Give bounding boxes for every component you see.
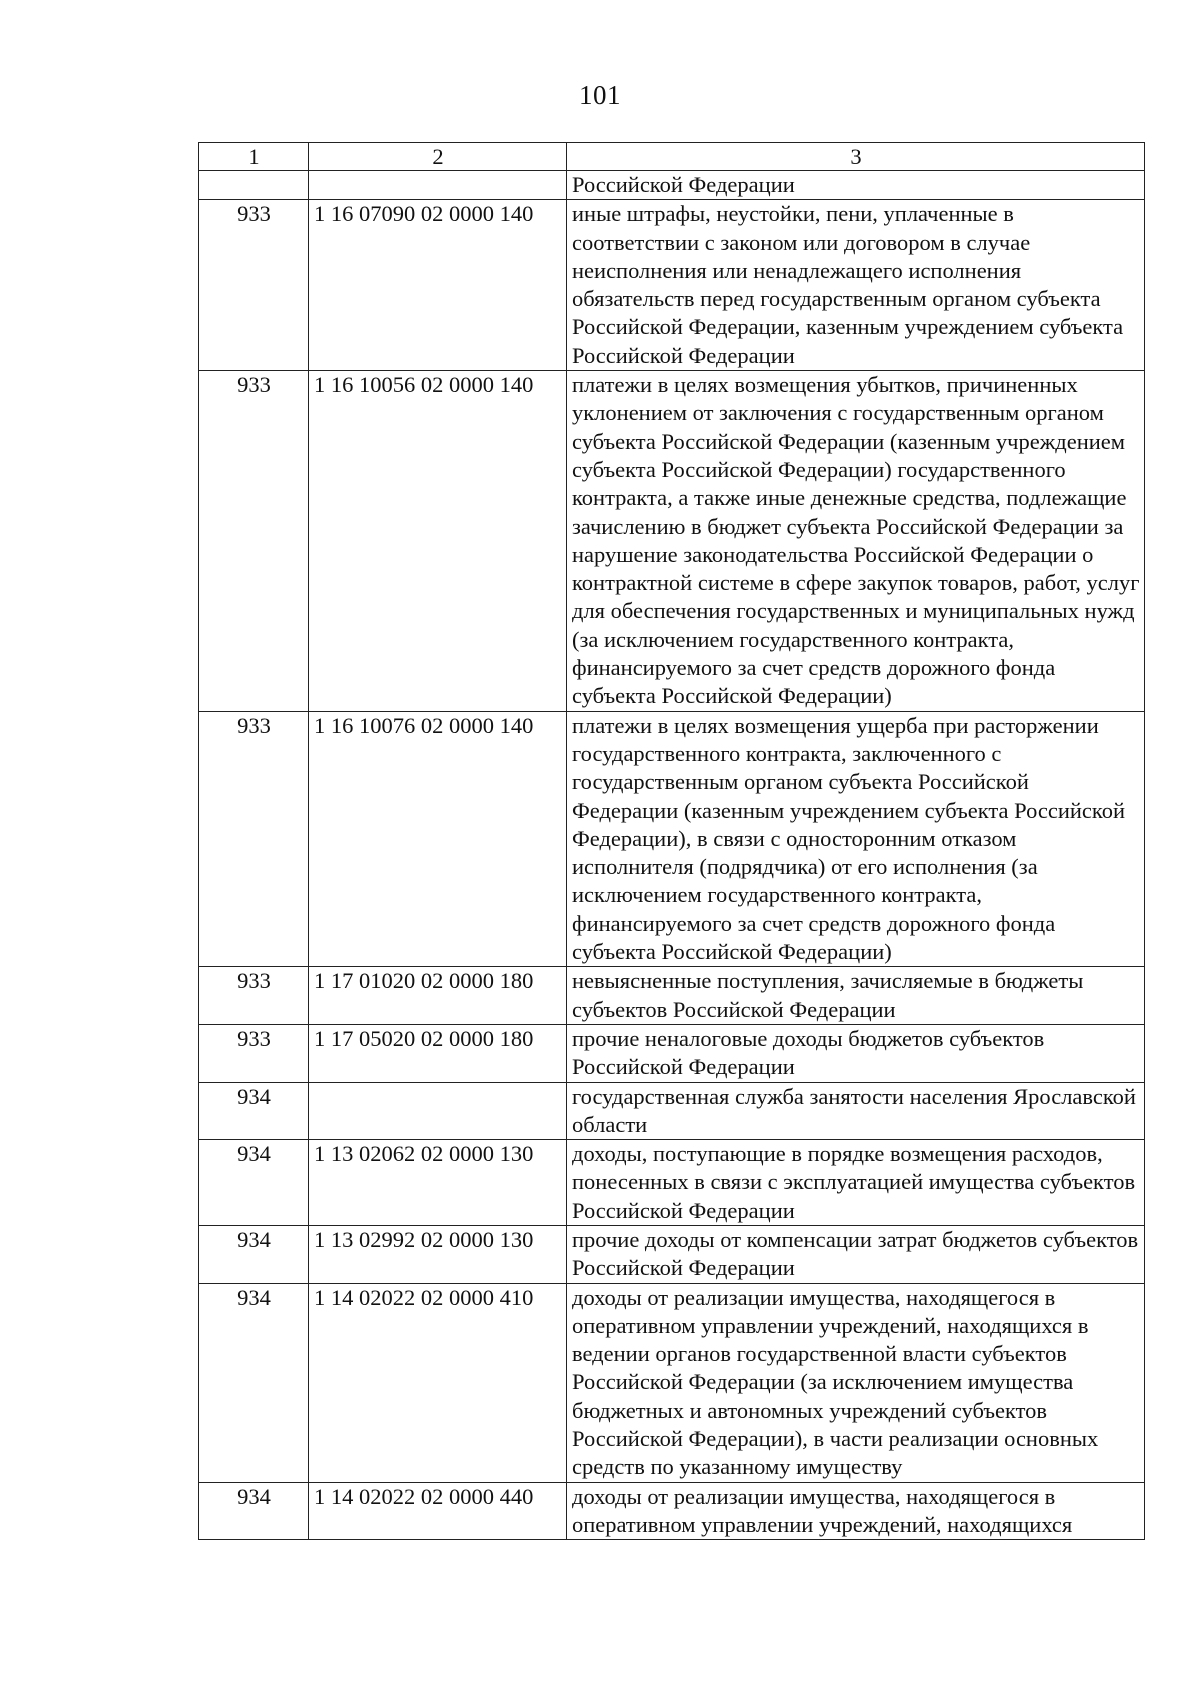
admin-code-cell: 934: [199, 1283, 309, 1482]
column-header-3: 3: [567, 143, 1145, 171]
description-cell: платежи в целях возмещения убытков, причиненных уклонением от заключения с государственным органом субъекта Российской Федерации (казенным учреждением субъекта Российской Федерации) государственного контракта, а также иные денежные средства, подлежащие зачислению в бюджет субъекта Российской Федерации за нарушение законодательства Российской Федерации о контрактной системе в сфере закупок товаров, работ, услуг для обеспечения государственных и муниципальных нужд (за исключением государственного контракта, финансируемого за счет средств дорожного фонда субъекта Российской Федерации): [567, 371, 1145, 712]
income-code-cell: 1 17 05020 02 0000 180: [309, 1024, 567, 1082]
admin-code-cell: 934: [199, 1082, 309, 1140]
table-row: [199, 1140, 1145, 1226]
description-cell: невыясненные поступления, зачисляемые в бюджеты субъектов Российской Федерации: [567, 967, 1145, 1025]
description-cell: государственная служба занятости населения Ярославской области: [567, 1082, 1145, 1140]
description-cell: прочие доходы от компенсации затрат бюджетов субъектов Российской Федерации: [567, 1225, 1145, 1283]
description-cell: иные штрафы, неустойки, пени, уплаченные в соответствии с законом или договором в случае неисполнения или ненадлежащего исполнения обязательств перед государственным органом субъекта Российской Федерации, казенным учреждением субъекта Российской Федерации: [567, 200, 1145, 371]
column-header-2: 2: [309, 143, 567, 171]
admin-code-cell: 934: [199, 1482, 309, 1540]
income-code-cell: 1 16 10076 02 0000 140: [309, 711, 567, 967]
income-code-cell: 1 17 01020 02 0000 180: [309, 967, 567, 1025]
income-code-cell: 1 14 02022 02 0000 440: [309, 1482, 567, 1540]
income-code-cell: 1 14 02022 02 0000 410: [309, 1283, 567, 1482]
admin-code-cell: 933: [199, 371, 309, 712]
description-cell: доходы от реализации имущества, находящегося в оперативном управлении учреждений, находящихся: [567, 1482, 1145, 1540]
income-code-cell: 1 13 02062 02 0000 130: [309, 1140, 567, 1226]
income-code-cell: 1 13 02992 02 0000 130: [309, 1225, 567, 1283]
income-codes-table: [198, 142, 1145, 1540]
admin-code-cell: 933: [199, 200, 309, 371]
description-cell: доходы от реализации имущества, находящегося в оперативном управлении учреждений, находящихся в ведении органов государственной власти субъектов Российской Федерации (за исключением имущества бюджетных и автономных учреждений субъектов Российской Федерации), в части реализации основных средств по указанному имуществу: [567, 1283, 1145, 1482]
header-row: [199, 143, 1145, 171]
page-number: 101: [579, 80, 621, 110]
table-row: [199, 200, 1145, 371]
admin-code-cell: 933: [199, 711, 309, 967]
table-row: [199, 1225, 1145, 1283]
table-row: [199, 371, 1145, 712]
income-code-cell: 1 16 10056 02 0000 140: [309, 371, 567, 712]
table-row: [199, 171, 1145, 200]
description-cell: Российской Федерации: [567, 171, 1145, 200]
income-code-cell: [309, 1082, 567, 1140]
table-row: [199, 1482, 1145, 1540]
income-code-cell: [309, 171, 567, 200]
table-row: [199, 711, 1145, 967]
admin-code-cell: 934: [199, 1140, 309, 1226]
admin-code-cell: 934: [199, 1225, 309, 1283]
description-cell: доходы, поступающие в порядке возмещения расходов, понесенных в связи с эксплуатацией имущества субъектов Российской Федерации: [567, 1140, 1145, 1226]
admin-code-cell: 933: [199, 1024, 309, 1082]
description-cell: прочие неналоговые доходы бюджетов субъектов Российской Федерации: [567, 1024, 1145, 1082]
admin-code-cell: 933: [199, 967, 309, 1025]
description-cell: платежи в целях возмещения ущерба при расторжении государственного контракта, заключенного с государственным органом субъекта Российской Федерации (казенным учреждением субъекта Российской Федерации), в связи с односторонним отказом исполнителя (подрядчика) от его исполнения (за исключением государственного контракта, финансируемого за счет средств дорожного фонда субъекта Российской Федерации): [567, 711, 1145, 967]
table-row: [199, 1024, 1145, 1082]
table-row: [199, 967, 1145, 1025]
income-code-cell: 1 16 07090 02 0000 140: [309, 200, 567, 371]
column-header-1: 1: [199, 143, 309, 171]
admin-code-cell: [199, 171, 309, 200]
table-row: [199, 1283, 1145, 1482]
table-row: [199, 1082, 1145, 1140]
